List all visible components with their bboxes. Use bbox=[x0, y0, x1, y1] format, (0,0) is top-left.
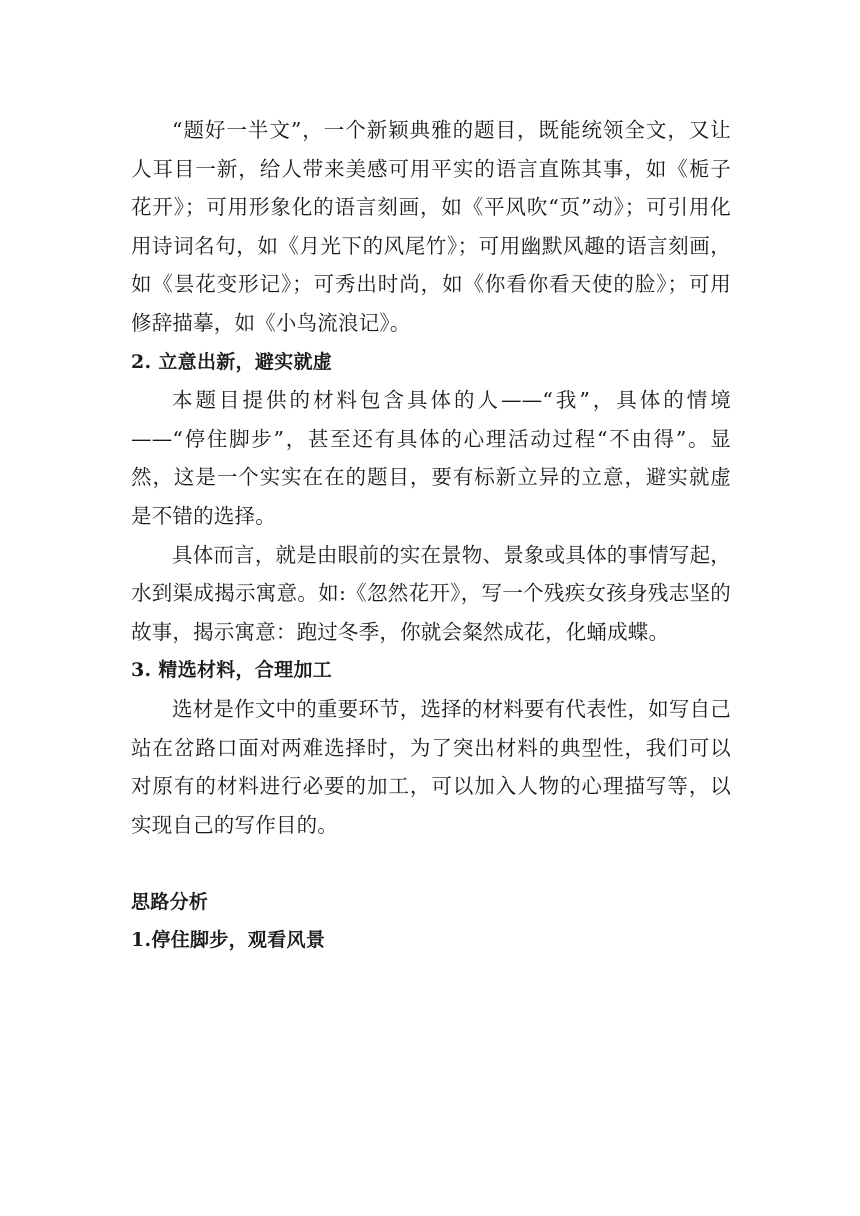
document-page bbox=[131, 111, 731, 960]
paragraph-concrete-example: 具体而言，就是由眼前的实在景物、景象或具体的事情写起，水到渠成揭示寓意。如:《忽然花开》，写一个残疾女孩身残志坚的故事，揭示寓意：跑过冬季，你就会粲然成花，化蛹成蝶。 bbox=[131, 542, 731, 644]
section-title: 思路分析 bbox=[131, 890, 209, 913]
heading-point-3: 3. 精选材料，合理加工 bbox=[131, 659, 333, 682]
paragraph-material-analysis: 本题目提供的材料包含具体的人——“我”，具体的情境——“停住脚步”，甚至还有具体的心理活动过程“不由得”。显然，这是一个实实在在的题目，要有标新立异的立意，避实就虚是不错的选择。 bbox=[131, 388, 731, 528]
heading-idea-1: 1.停住脚步，观看风景 bbox=[131, 929, 326, 952]
heading-point-2: 2. 立意出新，避实就虚 bbox=[131, 350, 333, 373]
paragraph-material-selection: 选材是作文中的重要环节，选择的材料要有代表性，如写自己站在岔路口面对两难选择时，为了突出材料的典型性，我们可以对原有的材料进行必要的加工，可以加入人物的心理描写等，以实现自己的写作目的。 bbox=[131, 696, 731, 837]
paragraph-title-importance: “题好一半文”，一个新颖典雅的题目，既能统领全文，又让人耳目一新，给人带来美感可用平实的语言直陈其事，如《栀子花开》；可用形象化的语言刻画，如《平风吹“页”动》；可引用化用诗词名句，如《月光下的风尾竹》；可用幽默风趣的语言刻画，如《昙花变形记》；可秀出时尚，如《你看你看天使的脸》；可用修辞描摹，如《小鸟流浪记》。 bbox=[131, 118, 731, 335]
spacer bbox=[131, 844, 731, 883]
